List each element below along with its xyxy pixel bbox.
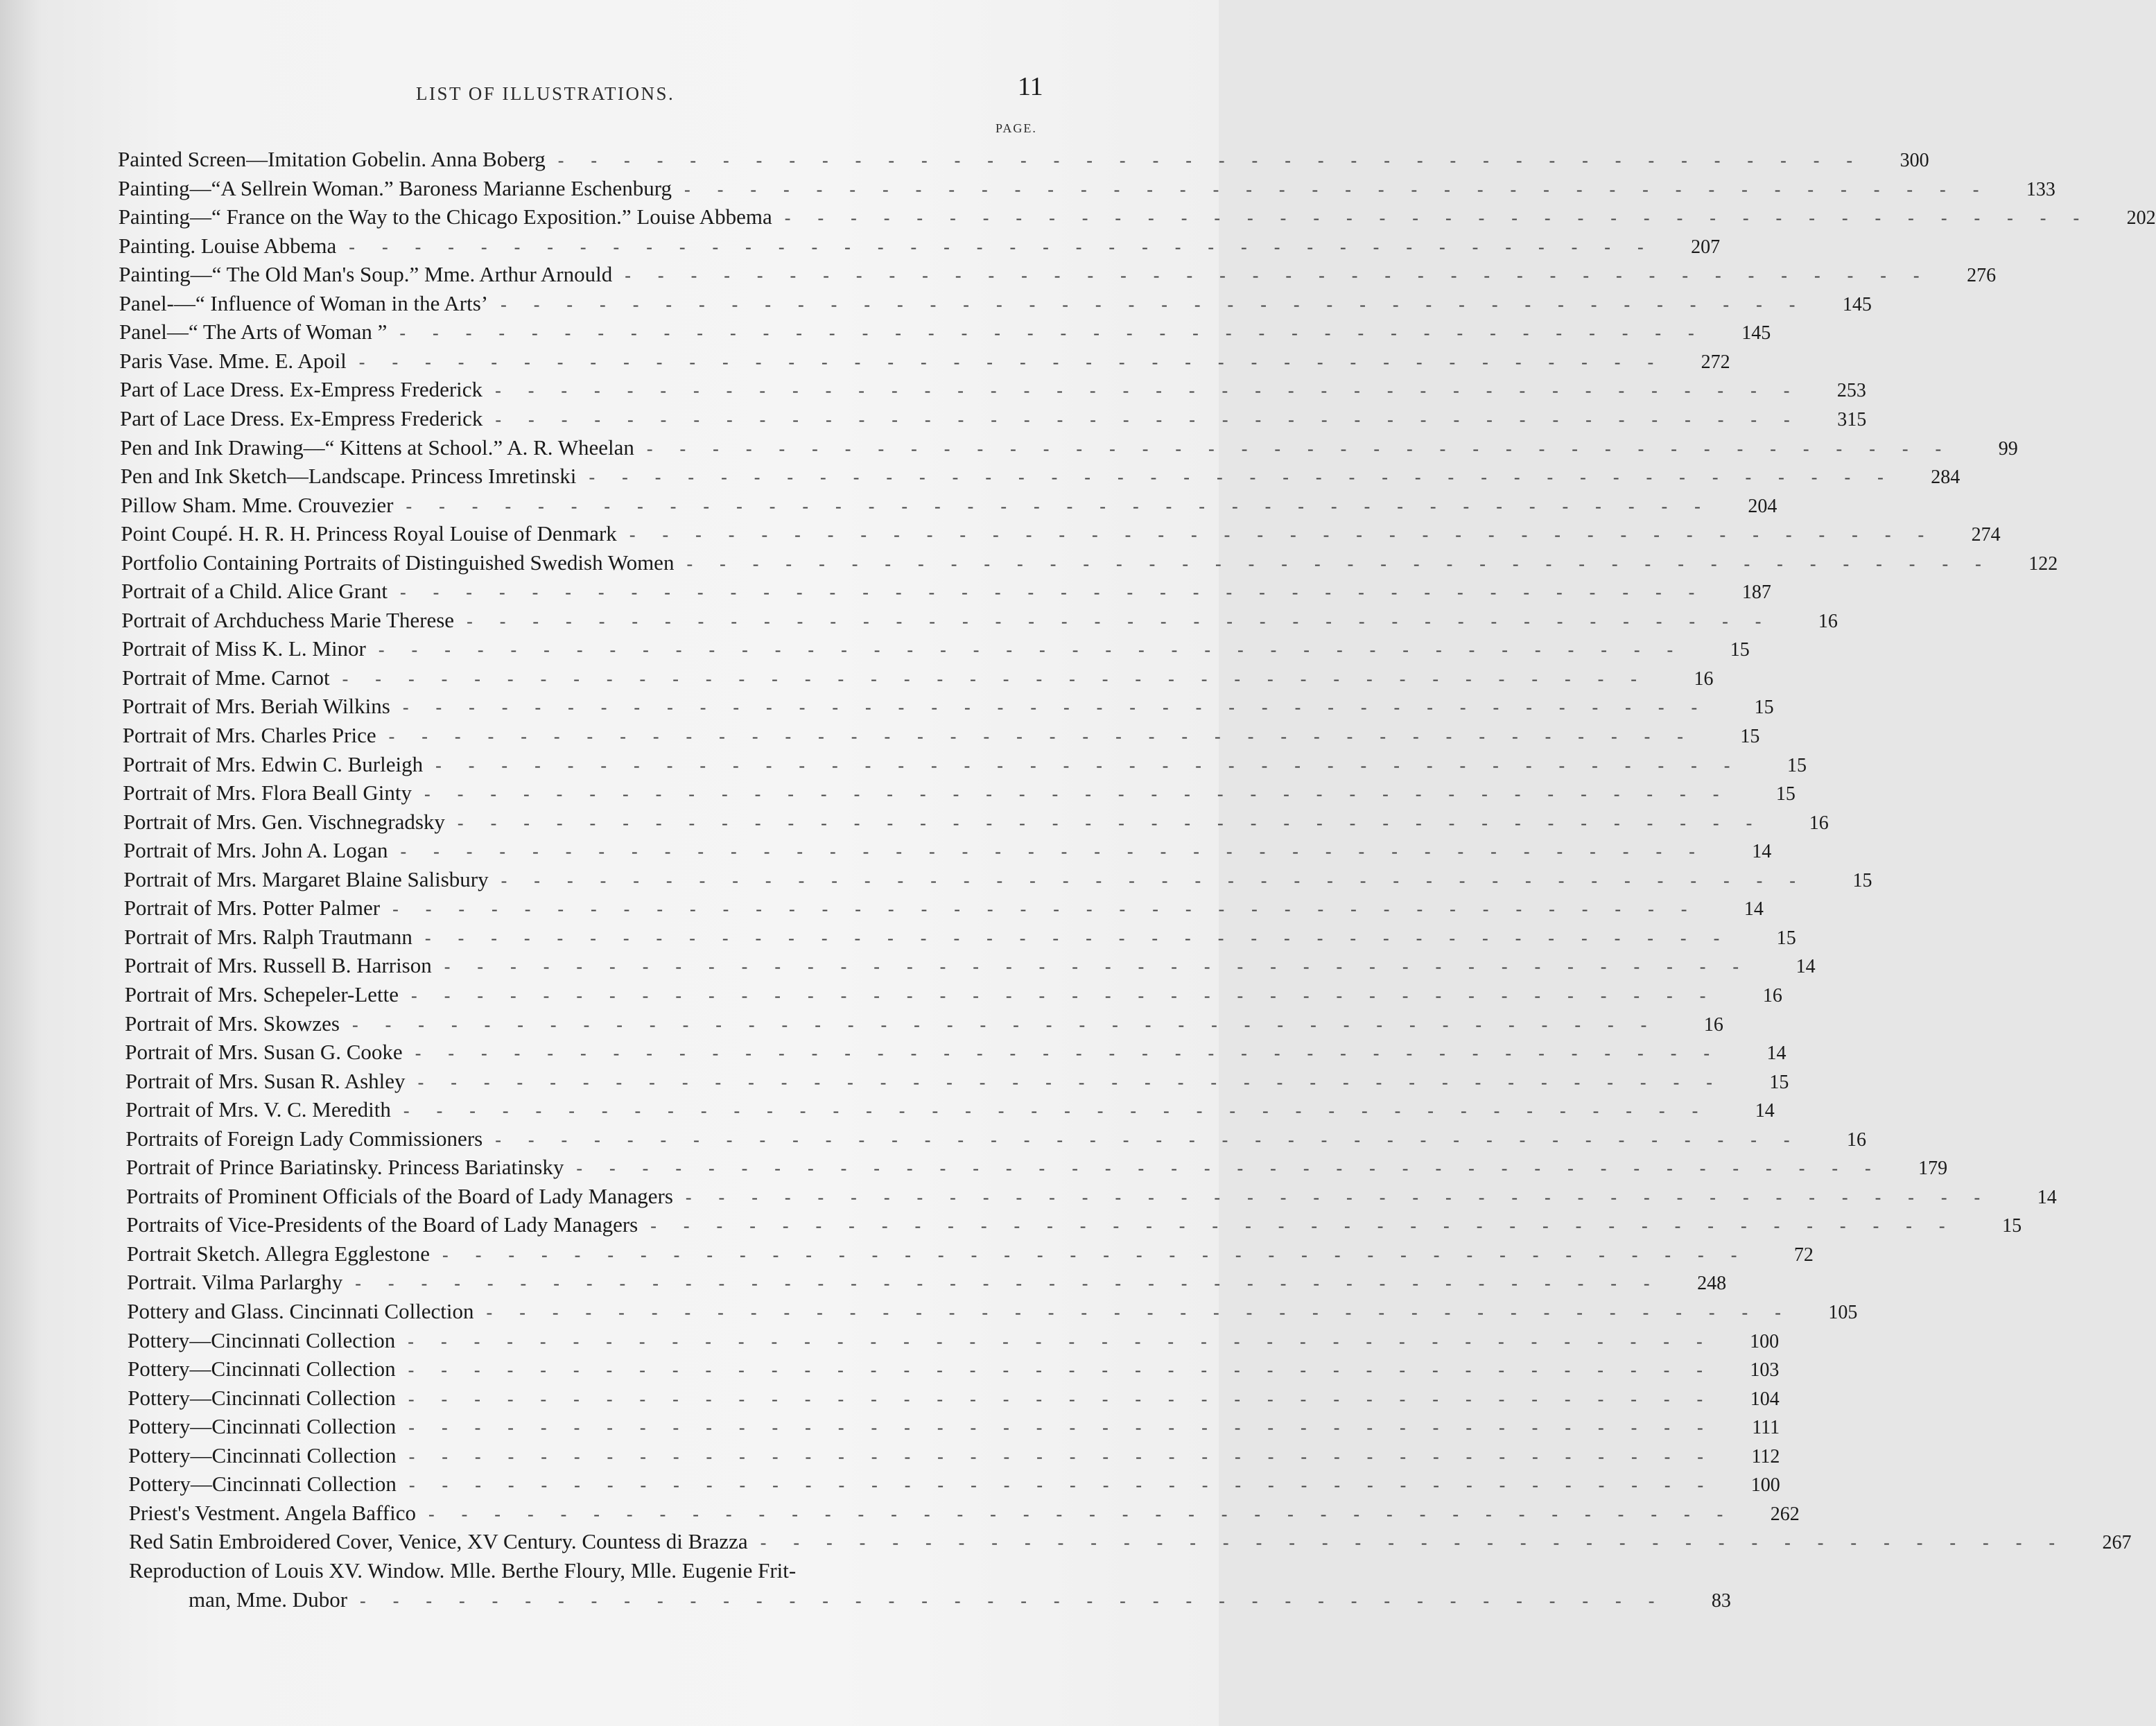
list-entry-title: Portraits of Vice-Presidents of the Board of Lady Managers: [126, 1212, 638, 1237]
list-entry: [119, 232, 1721, 260]
list-entry-page: 99: [1998, 437, 2018, 460]
list-entry-title: Portrait of Mrs. Skowzes: [125, 1011, 340, 1036]
dot-leader: - - - - - - - - - - - - - - - - - - - - - - - - - - - - - - - - - - - - - - - -: [495, 1129, 1813, 1150]
dot-leader: - - - - - - - - - - - - - - - - - - - - - - - - - - - - - - - - - - - - - - - -: [349, 236, 1667, 257]
list-entry: [118, 203, 2156, 231]
dot-leader: - - - - - - - - - - - - - - - - - - - - - - - - - - - - - - - - - - - - - - - -: [501, 294, 1818, 315]
list-entry-title: Pottery—Cincinnati Collection: [128, 1472, 397, 1497]
list-entry-title: Portfolio Containing Portraits of Distinguished Swedish Women: [121, 550, 675, 575]
list-entry: [123, 808, 1829, 836]
list-entry: [126, 1211, 2022, 1239]
list-entry-page: 14: [1752, 841, 1772, 863]
list-entry-page: 15: [1776, 927, 1796, 949]
list-entry-title: Portrait of Mrs. Beriah Wilkins: [122, 694, 390, 719]
list-entry-page: 14: [1796, 956, 1816, 978]
list-entry: [122, 692, 1774, 720]
list-entry-page: 248: [1697, 1273, 1727, 1295]
dot-leader: - - - - - - - - - - - - - - - - - - - - - - - - - - - - - - - - - - - - - - - -: [408, 1388, 1725, 1409]
dot-leader: - - - - - - - - - - - - - - - - - - - - - - - - - - - - - - - - - - - - - - - -: [424, 927, 1742, 948]
dot-leader: - - - - - - - - - - - - - - - - - - - - - - - - - - - - - - - - - - - - - - - -: [408, 1331, 1725, 1352]
list-entry-page: 274: [1971, 524, 2001, 546]
dot-leader: - - - - - - - - - - - - - - - - - - - - - - - - - - - - - - - - - - - - - - - -: [486, 1302, 1804, 1323]
dot-leader: - - - - - - - - - - - - - - - - - - - - - - - - - - - - - - - - - - - - - - - -: [342, 668, 1660, 689]
dot-leader: - - - - - - - - - - - - - - - - - - - - - - - - - - - - - - - - - - - - - - - -: [388, 726, 1706, 747]
list-entry-page: 272: [1701, 351, 1730, 373]
list-entry-title: Portrait of Miss K. L. Minor: [121, 636, 366, 661]
list-entry: [129, 1528, 2132, 1555]
list-entry-page: 112: [1751, 1445, 1780, 1467]
list-entry: [121, 520, 2001, 548]
list-entry-page: 14: [1744, 898, 1764, 921]
list-entry-title: Portrait of Mrs. V. C. Meredith: [125, 1097, 391, 1122]
dot-leader: - - - - - - - - - - - - - - - - - - - - - - - - - - - - - - - - - - - - - - - -: [403, 1101, 1721, 1122]
dot-leader: - - - - - - - - - - - - - - - - - - - - - - - - - - - - - - - - - - - - - - - -: [399, 323, 1717, 344]
dot-leader: - - - - - - - - - - - - - - - - - - - - - - - - - - - - - - - - - - - - - - - -: [435, 755, 1753, 776]
dot-leader: - - - - - - - - - - - - - - - - - - - - - - - - - - - - - - - - - - - - - - - -: [501, 870, 1818, 891]
list-entry-title: Portrait of Mrs. Russell B. Harrison: [124, 953, 432, 978]
dot-leader: - - - - - - - - - - - - - - - - - - - - - - - - - - - - - - - - - - - - - - - -: [351, 1014, 1669, 1035]
list-entry-page: 267: [2102, 1532, 2132, 1554]
dot-leader: - - - - - - - - - - - - - - - - - - - - - - - - - - - - - - - - - - - - - - - -: [557, 150, 1875, 171]
list-entry: [123, 751, 1807, 778]
list-entry-title: Portrait of Mrs. Edwin C. Burleigh: [123, 751, 424, 776]
list-entry: [121, 607, 1838, 634]
list-entry-title: Portrait of Mrs. Margaret Blaine Salisbury: [123, 866, 489, 891]
dot-leader: - - - - - - - - - - - - - - - - - - - - - - - - - - - - - - - - - - - - - - - -: [411, 985, 1728, 1006]
list-entry-title: Portrait of Mrs. Charles Price: [122, 723, 376, 747]
list-entry: [124, 981, 1782, 1009]
dot-leader: - - - - - - - - - - - - - - - - - - - - - - - - - - - - - - - - - - - - - - - -: [408, 1475, 1726, 1496]
dot-leader: - - - - - - - - - - - - - - - - - - - - - - - - - - - - - - - - - - - - - - - -: [358, 351, 1676, 372]
dot-leader: - - - - - - - - - - - - - - - - - - - - - - - - - - - - - - - - - - - - - - - -: [402, 697, 1720, 718]
dot-leader: - - - - - - - - - - - - - - - - - - - - - - - - - - - - - - - - - - - - - - - -: [399, 582, 1717, 603]
list-entry-title: Pen and Ink Sketch—Landscape. Princess Imretinski: [120, 464, 577, 488]
list-entry: [126, 1183, 2057, 1210]
list-entry-title: Pottery—Cincinnati Collection: [128, 1385, 396, 1410]
list-entry-title: Red Satin Embroidered Cover, Venice, XV Century. Countess di Brazza: [129, 1529, 748, 1554]
list-entry-page: 15: [1775, 783, 1796, 805]
list-entry: [118, 146, 1929, 173]
list-entry-title: Portrait of Mrs. Gen. Vischnegradsky: [123, 809, 445, 834]
list-entry-page: 14: [1766, 1043, 1786, 1064]
list-entry-page: 100: [1750, 1330, 1780, 1352]
list-entry-page: 15: [1786, 754, 1807, 776]
list-entry-title: Panel-—“ Influence of Woman in the Arts’: [119, 290, 489, 315]
list-entry-first-line: Reproduction of Louis XV. Window. Mlle. Berthe Floury, Mlle. Eugenie Frit-: [129, 1558, 797, 1583]
list-entry-title: Portrait of Mrs. Flora Beall Ginty: [123, 781, 412, 805]
list-entry-title: Painting—“ France on the Way to the Chicago Exposition.” Louise Abbema: [118, 204, 772, 229]
list-entry-title: Portrait of a Child. Alice Grant: [121, 579, 388, 604]
list-entry-title: Portrait of Archduchess Marie Therese: [121, 607, 455, 632]
list-entry: [125, 1153, 1948, 1181]
dot-leader: - - - - - - - - - - - - - - - - - - - - - - - - - - - - - - - - - - - - - - - -: [495, 409, 1813, 430]
list-entry-page: 15: [1754, 697, 1774, 719]
list-entry: [124, 952, 1816, 979]
list-entry: [119, 376, 1866, 403]
list-entry-page: 16: [1694, 668, 1714, 690]
list-entry: [121, 577, 1771, 605]
dot-leader: - - - - - - - - - - - - - - - - - - - - - - - - - - - - - - - - - - - - - - - -: [408, 1446, 1726, 1467]
list-entry: [125, 1125, 1867, 1153]
dot-leader: - - - - - - - - - - - - - - - - - - - - - - - - - - - - - - - - - - - - - - - -: [629, 525, 1947, 546]
dot-leader: - - - - - - - - - - - - - - - - - - - - - - - - - - - - - - - - - - - - - - - -: [408, 1418, 1726, 1438]
list-entry-page: 145: [1741, 322, 1771, 345]
list-entry-title: Portrait of Mme. Carnot: [122, 665, 330, 690]
dot-leader: - - - - - - - - - - - - - - - - - - - - - - - - - - - - - - - - - - - - - - - -: [360, 1590, 1677, 1611]
list-entry-page: 111: [1752, 1417, 1780, 1439]
list-entry-title: Portrait of Mrs. Ralph Trautmann: [124, 924, 412, 949]
dot-leader: - - - - - - - - - - - - - - - - - - - - - - - - - - - - - - - - - - - - - - - -: [415, 1043, 1732, 1063]
list-entry-page: 204: [1748, 495, 1777, 517]
list-entry-page: 262: [1770, 1503, 1800, 1525]
list-entry-title: Point Coupé. H. R. H. Princess Royal Louise of Denmark: [121, 521, 617, 546]
list-entry: [119, 347, 1730, 375]
list-entry-page: 179: [1918, 1158, 1948, 1180]
list-entry-page: 104: [1750, 1388, 1780, 1410]
list-entry-page: 15: [1740, 726, 1760, 747]
dot-leader: - - - - - - - - - - - - - - - - - - - - - - - - - - - - - - - - - - - - - - - -: [685, 1187, 2003, 1208]
list-entry-page: 14: [1755, 1100, 1775, 1122]
list-entry-page: 16: [1703, 1013, 1723, 1036]
list-entry-page: 202: [2126, 207, 2156, 229]
list-entry-title: Painting—“A Sellrein Woman.” Baroness Marianne Eschenburg: [118, 175, 672, 200]
page-number: 11: [1018, 72, 1043, 101]
dot-leader: - - - - - - - - - - - - - - - - - - - - - - - - - - - - - - - - - - - - - - - -: [784, 208, 2102, 229]
list-entry-page: 187: [1741, 582, 1771, 604]
list-entry-title: Panel—“ The Arts of Woman ”: [119, 320, 388, 345]
dot-leader: - - - - - - - - - - - - - - - - - - - - - - - - - - - - - - - - - - - - - - - -: [760, 1533, 2078, 1553]
dot-leader: - - - - - - - - - - - - - - - - - - - - - - - - - - - - - - - - - - - - - - - -: [444, 957, 1762, 977]
list-entry-title: Portrait of Mrs. Schepeler-Lette: [124, 982, 399, 1006]
list-entry: [125, 1096, 1775, 1124]
list-entry: [127, 1269, 1727, 1296]
list-entry: [128, 1384, 1780, 1412]
list-entry-page: 16: [1762, 984, 1782, 1006]
list-entry-title: Painted Screen—Imitation Gobelin. Anna Boberg: [118, 147, 546, 171]
list-entry-page: 83: [1711, 1589, 1731, 1612]
list-entry: [189, 1586, 1731, 1614]
dot-leader: - - - - - - - - - - - - - - - - - - - - - - - - - - - - - - - - - - - - - - - -: [424, 784, 1741, 805]
list-entry: [118, 175, 2055, 202]
list-entry-page: 122: [2028, 552, 2058, 575]
list-entry: [123, 894, 1764, 922]
dot-leader: - - - - - - - - - - - - - - - - - - - - - - - - - - - - - - - - - - - - - - - -: [400, 842, 1718, 862]
dot-leader: - - - - - - - - - - - - - - - - - - - - - - - - - - - - - - - - - - - - - - - -: [378, 640, 1696, 661]
list-entry-page: 15: [2002, 1215, 2022, 1237]
dot-leader: - - - - - - - - - - - - - - - - - - - - - - - - - - - - - - - - - - - - - - - -: [576, 1158, 1894, 1179]
list-entry: [128, 1413, 1780, 1440]
list-entry: [120, 434, 2018, 462]
list-entry-title: Portrait. Vilma Parlarghy: [127, 1270, 343, 1295]
list-entry-title: Paris Vase. Mme. E. Apoil: [119, 348, 347, 373]
dot-leader: - - - - - - - - - - - - - - - - - - - - - - - - - - - - - - - - - - - - - - - -: [646, 438, 1964, 459]
list-entry: [121, 491, 1777, 519]
list-entry: [123, 837, 1772, 864]
list-entry: [125, 1067, 1789, 1095]
list-entry-title: Pen and Ink Drawing—“ Kittens at School.” A. R. Wheelan: [120, 435, 634, 460]
list-entry-page: 284: [1931, 467, 1961, 488]
list-entry: [127, 1327, 1780, 1354]
list-entry-page: 315: [1837, 408, 1867, 430]
list-entry-title: Part of Lace Dress. Ex-Empress Frederick: [119, 377, 483, 402]
list-entry: [123, 866, 1872, 893]
list-entry-title: Painting—“ The Old Man's Soup.” Mme. Arthur Arnould: [119, 262, 613, 287]
list-entry-title: Pottery—Cincinnati Collection: [128, 1357, 396, 1381]
list-entry-page: 103: [1750, 1359, 1780, 1381]
list-entry-title: Portrait of Mrs. Susan G. Cooke: [125, 1040, 403, 1064]
list-entry-title: Painting. Louise Abbema: [119, 233, 337, 258]
list-entry-page: 15: [1769, 1071, 1789, 1093]
list-entry-page: 16: [1809, 812, 1829, 834]
dot-leader: - - - - - - - - - - - - - - - - - - - - - - - - - - - - - - - - - - - - - - - -: [408, 1360, 1725, 1381]
list-entry-title: Portrait of Mrs. John A. Logan: [123, 838, 388, 863]
list-entry-title: Portrait of Mrs. Potter Palmer: [123, 896, 381, 921]
page-column-label: PAGE.: [996, 121, 1037, 135]
dot-leader: - - - - - - - - - - - - - - - - - - - - - - - - - - - - - - - - - - - - - - - -: [684, 179, 2001, 200]
list-entry: [127, 1298, 1858, 1325]
dot-leader: - - - - - - - - - - - - - - - - - - - - - - - - - - - - - - - - - - - - - - - -: [650, 1216, 1968, 1237]
list-entry-title: Pottery—Cincinnati Collection: [128, 1414, 397, 1439]
list-entry-title: Portrait of Prince Bariatinsky. Princess Bariatinsky: [125, 1155, 564, 1180]
list-entry: [119, 261, 1997, 288]
list-entry-title: Part of Lace Dress. Ex-Empress Frederick: [120, 406, 483, 430]
list-entry-page: 14: [2037, 1186, 2057, 1208]
list-entry-page: 100: [1750, 1474, 1780, 1497]
list-entry-page: 15: [1852, 869, 1872, 891]
list-entry: [128, 1499, 1800, 1527]
list-entry-page: 72: [1793, 1244, 1814, 1266]
list-entry-title: man, Mme. Dubor: [189, 1587, 348, 1612]
list-entry: [128, 1442, 1780, 1470]
dot-leader: - - - - - - - - - - - - - - - - - - - - - - - - - - - - - - - - - - - - - - - -: [625, 265, 1942, 286]
list-entry: [125, 1038, 1786, 1066]
dot-leader: - - - - - - - - - - - - - - - - - - - - - - - - - - - - - - - - - - - - - - - -: [406, 496, 1723, 516]
list-entry: [128, 1355, 1780, 1383]
list-entry-page: 15: [1730, 639, 1750, 661]
list-entry: [119, 318, 1771, 346]
list-entry: [120, 405, 1867, 433]
list-entry-title: Portraits of Prominent Officials of the Board of Lady Managers: [126, 1183, 673, 1208]
list-entry: [128, 1470, 1780, 1498]
list-entry: [121, 635, 1750, 663]
list-entry-title: Pottery—Cincinnati Collection: [127, 1327, 396, 1352]
dot-leader: - - - - - - - - - - - - - - - - - - - - - - - - - - - - - - - - - - - - - - - -: [686, 553, 2004, 574]
list-entry-title: Portrait of Mrs. Susan R. Ashley: [125, 1068, 406, 1093]
list-entry-page: 16: [1818, 610, 1838, 632]
list-entry-page: 276: [1967, 265, 1997, 287]
dot-leader: - - - - - - - - - - - - - - - - - - - - - - - - - - - - - - - - - - - - - - - -: [392, 899, 1710, 920]
list-entry-title: Pillow Sham. Mme. Crouvezier: [121, 492, 394, 517]
list-entry-title: Pottery and Glass. Cincinnati Collection: [127, 1299, 474, 1323]
dot-leader: - - - - - - - - - - - - - - - - - - - - - - - - - - - - - - - - - - - - - - - -: [467, 611, 1784, 631]
dot-leader: - - - - - - - - - - - - - - - - - - - - - - - - - - - - - - - - - - - - - - - -: [495, 381, 1812, 401]
dot-leader: - - - - - - - - - - - - - - - - - - - - - - - - - - - - - - - - - - - - - - - -: [442, 1244, 1759, 1265]
list-entry-page: 105: [1828, 1302, 1858, 1323]
list-entry: [122, 664, 1714, 692]
list-entry-title: Portrait Sketch. Allegra Egglestone: [126, 1241, 431, 1266]
list-entry-page: 16: [1847, 1128, 1867, 1151]
list-entry: [122, 722, 1760, 749]
dot-leader: - - - - - - - - - - - - - - - - - - - - - - - - - - - - - - - - - - - - - - - -: [355, 1273, 1673, 1294]
list-entry: [123, 779, 1796, 807]
list-entry: [121, 549, 2058, 577]
dot-leader: - - - - - - - - - - - - - - - - - - - - - - - - - - - - - - - - - - - - - - - -: [417, 1072, 1735, 1092]
list-entry-page: 145: [1842, 293, 1872, 315]
list-entry-page: 133: [2026, 178, 2055, 200]
list-entry: [125, 1010, 1723, 1038]
list-entry: [124, 923, 1796, 951]
list-entry-title: Priest's Vestment. Angela Baffico: [128, 1500, 416, 1525]
list-entry-page: 300: [1899, 150, 1929, 171]
list-entry-title: Portraits of Foreign Lady Commissioners: [125, 1126, 483, 1151]
running-header-title: LIST OF ILLUSTRATIONS.: [416, 83, 675, 104]
list-entry: [119, 290, 1872, 317]
dot-leader: - - - - - - - - - - - - - - - - - - - - - - - - - - - - - - - - - - - - - - - -: [589, 467, 1906, 487]
list-entry: [126, 1240, 1814, 1268]
dot-leader: - - - - - - - - - - - - - - - - - - - - - - - - - - - - - - - - - - - - - - - -: [428, 1503, 1746, 1524]
list-entry-page: 207: [1691, 236, 1721, 258]
list-entry-title: Pottery—Cincinnati Collection: [128, 1442, 397, 1467]
list-entry: [120, 462, 1961, 490]
list-entry-page: 253: [1836, 380, 1866, 402]
dot-leader: - - - - - - - - - - - - - - - - - - - - - - - - - - - - - - - - - - - - - - - -: [457, 812, 1775, 833]
